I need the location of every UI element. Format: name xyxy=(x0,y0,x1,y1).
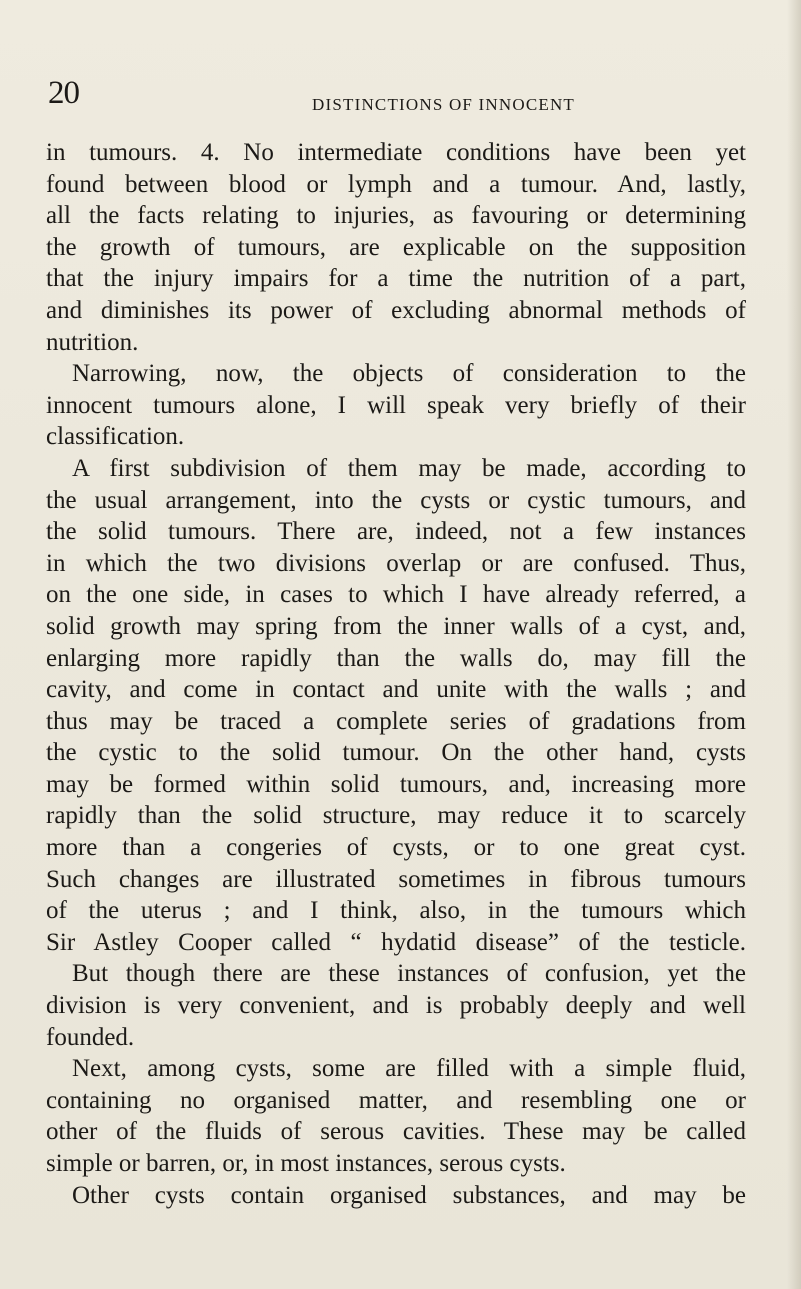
paragraph-start-line: Other cysts contain organised substances, and may be xyxy=(72,1181,746,1209)
text-line: may be formed within solid tumours, and, increasing more xyxy=(46,770,746,798)
text-line: innocent tumours alone, I will speak very briefly of their xyxy=(46,391,746,419)
text-line: Sir Astley Cooper called “ hydatid disease” of the testicle. xyxy=(46,928,746,956)
text-line: founded. xyxy=(46,1023,135,1051)
text-line: in which the two divisions overlap or are confused. Thus, xyxy=(46,549,746,577)
text-line: on the one side, in cases to which I have already referred, a xyxy=(46,581,746,609)
text-line: classification. xyxy=(46,423,185,451)
text-line: that the injury impairs for a time the nutrition of a part, xyxy=(46,265,746,293)
text-line: other of the fluids of serous cavities. These may be called xyxy=(46,1118,746,1146)
text-line: solid growth may spring from the inner walls of a cyst, and, xyxy=(46,612,746,640)
paragraph-start-line: A first subdivision of them may be made, according to xyxy=(72,454,746,482)
text-line: the solid tumours. There are, indeed, not a few instances xyxy=(46,518,746,546)
text-line: the usual arrangement, into the cysts or cystic tumours, and xyxy=(46,486,746,514)
text-line: division is very convenient, and is probably deeply and well xyxy=(46,992,746,1020)
text-line: and diminishes its power of excluding abnormal methods of xyxy=(46,296,746,324)
body-text xyxy=(46,137,746,1211)
text-line: containing no organised matter, and resembling one or xyxy=(46,1086,746,1114)
text-line: thus may be traced a complete series of gradations from xyxy=(46,707,746,735)
text-line: more than a congeries of cysts, or to one great cyst. xyxy=(46,834,746,862)
running-head: DISTINCTIONS OF INNOCENT xyxy=(312,95,576,114)
text-line: Such changes are illustrated sometimes in fibrous tumours xyxy=(46,865,746,893)
paragraph-start-line: But though there are these instances of confusion, yet the xyxy=(72,960,746,988)
text-line: the growth of tumours, are explicable on the supposition xyxy=(46,233,746,261)
text-line: nutrition. xyxy=(46,328,139,356)
text-line: found between blood or lymph and a tumour. And, lastly, xyxy=(46,170,746,198)
text-line: in tumours. 4. No intermediate conditions have been yet xyxy=(46,139,746,166)
text-line: rapidly than the solid structure, may reduce it to scarcely xyxy=(46,802,746,830)
page-edge-shadow xyxy=(787,0,801,1289)
text-line: the cystic to the solid tumour. On the other hand, cysts xyxy=(46,739,746,767)
text-line: enlarging more rapidly than the walls do, may fill the xyxy=(46,644,746,672)
page-number: 20 xyxy=(48,75,79,111)
text-line: cavity, and come in contact and unite with the walls ; and xyxy=(46,676,746,704)
paragraph-start-line: Narrowing, now, the objects of consideration to the xyxy=(72,360,746,388)
paragraph-start-line: Next, among cysts, some are filled with a simple fluid, xyxy=(72,1055,746,1083)
text-line: of the uterus ; and I think, also, in the tumours which xyxy=(46,897,746,925)
text-line: simple or barren, or, in most instances, serous cysts. xyxy=(46,1150,566,1177)
text-line: all the facts relating to injuries, as favouring or determining xyxy=(46,202,746,230)
